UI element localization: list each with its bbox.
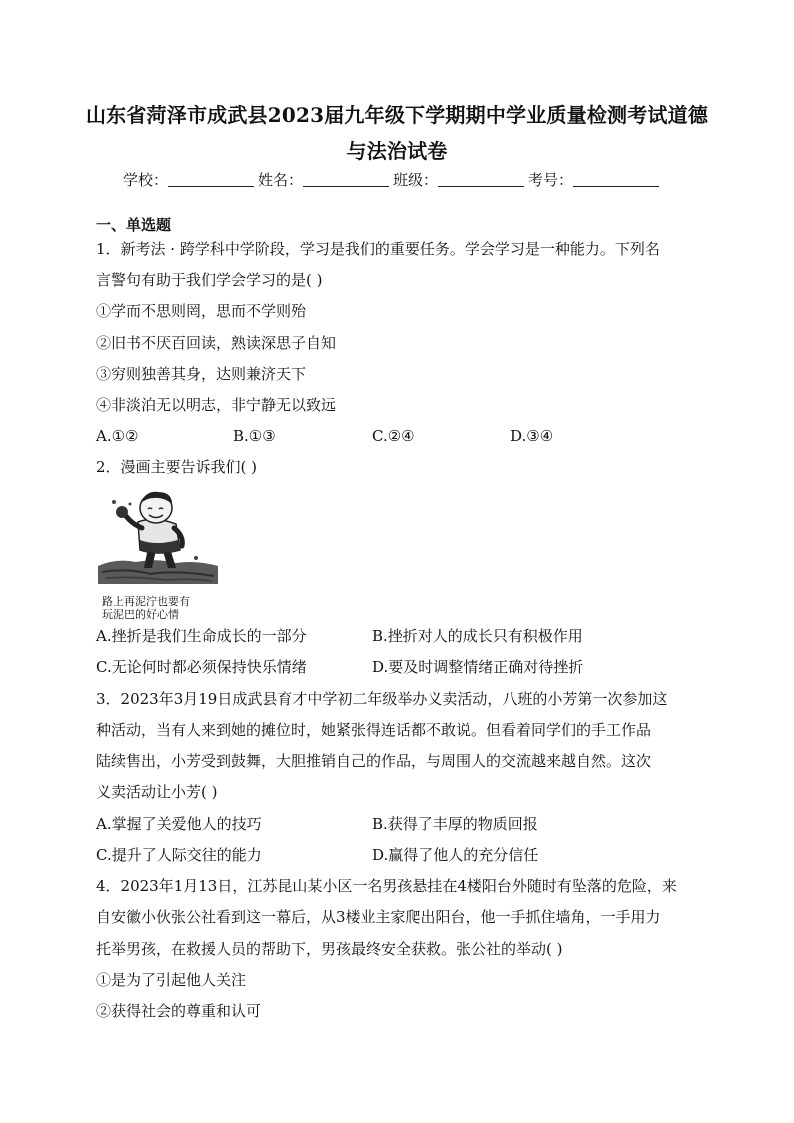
q3-stem-line-2: 种活动，当有人来到她的摊位时，她紧张得连话都不敢说。但看着同学们的手工作品 [96,721,652,739]
q3-option-c[interactable]: C.提升了人际交往的能力 [96,846,262,864]
q1-item-4: ④非淡泊无以明志，非宁静无以致远 [96,396,337,414]
q1-stem-line-2: 言警句有助于我们学会学习的是( ) [96,271,323,289]
q3-stem-line-3: 陆续售出，小芳受到鼓舞，大胆推销自己的作品，与周围人的交流越来越自然。这次 [96,752,652,770]
name-label: 姓名： [258,171,304,189]
school-blank[interactable] [168,170,254,187]
number-blank[interactable] [573,170,659,187]
q2-option-d[interactable]: D.要及时调整情绪正确对待挫折 [372,658,584,676]
title-line-2: 与法治试卷 [346,139,448,163]
q3-option-d[interactable]: D.赢得了他人的充分信任 [372,846,539,864]
name-blank[interactable] [303,170,389,187]
q2-option-c[interactable]: C.无论何时都必须保持快乐情绪 [96,658,307,676]
q2-stem: 2．漫画主要告诉我们( ) [96,458,258,476]
q3-stem-line-4: 义卖活动让小芳( ) [96,783,218,801]
q4-stem-line-3: 托举男孩，在救援人员的帮助下，男孩最终安全获救。张公社的举动( ) [96,940,563,958]
number-label: 考号： [528,171,574,189]
q1-item-1: ①学而不思则罔，思而不学则殆 [96,302,307,320]
q4-stem-line-1: 4．2023年1月13日，江苏昆山某小区一名男孩悬挂在4楼阳台外随时有坠落的危险，来 [96,877,677,895]
q1-option-a[interactable]: A.①② [96,427,139,445]
q2-option-b[interactable]: B.挫折对人的成长只有积极作用 [372,627,583,645]
title-line-1: 山东省菏泽市成武县2023届九年级下学期期中学业质量检测考试道德 [85,103,709,127]
class-label: 班级： [393,171,439,189]
q4-item-1: ①是为了引起他人关注 [96,971,247,989]
section-heading: 一、单选题 [96,216,172,234]
student-info-row [123,167,683,193]
exam-title [60,97,734,169]
q3-stem-line-1: 3．2023年3月19日成武县育才中学初二年级举办义卖活动，八班的小芳第一次参加这 [96,690,668,708]
q3-option-a[interactable]: A.掌握了关爱他人的技巧 [96,815,262,833]
q1-option-b[interactable]: B.①③ [233,427,276,445]
q3-option-b[interactable]: B.获得了丰厚的物质回报 [372,815,538,833]
comic-illustration [96,488,220,621]
q1-option-c[interactable]: C.②④ [372,427,415,445]
q1-option-d[interactable]: D.③④ [510,427,554,445]
q4-stem-line-2: 自安徽小伙张公社看到这一幕后，从3楼业主家爬出阳台，他一手抓住墙角，一手用力 [96,908,661,926]
q2-option-a[interactable]: A.挫折是我们生命成长的一部分 [96,627,307,645]
q1-item-2: ②旧书不厌百回读，熟读深思子自知 [96,334,337,352]
class-blank[interactable] [438,170,524,187]
comic-caption-line-2: 玩泥巴的好心情 [102,608,179,621]
q1-stem-line-1: 1．新考法 · 跨学科中学阶段，学习是我们的重要任务。学会学习是一种能力。下列名 [96,240,660,258]
school-label: 学校： [123,171,169,189]
q1-item-3: ③穷则独善其身，达则兼济天下 [96,365,307,383]
comic-caption-line-1: 路上再泥泞也要有 [102,595,190,608]
q4-item-2: ②获得社会的尊重和认可 [96,1002,262,1020]
comic-drawing [96,488,220,588]
